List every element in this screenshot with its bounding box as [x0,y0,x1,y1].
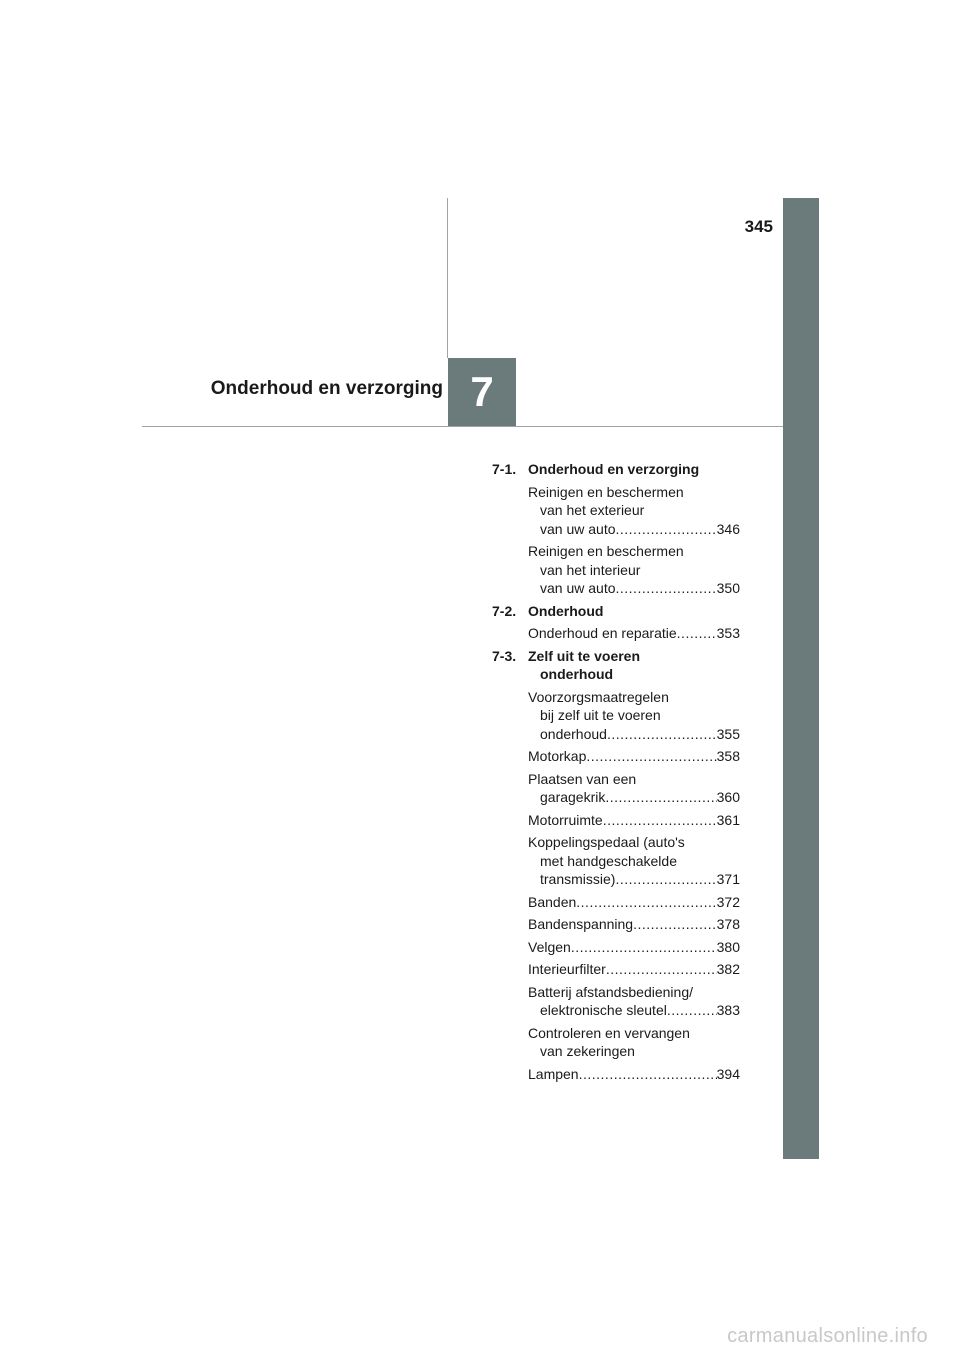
section-title [528,602,740,621]
toc-entry-text: Onderhoud en reparatie [528,625,677,641]
section-heading [492,602,740,621]
dot-leader [616,579,717,598]
section-heading [492,460,740,479]
chapter-title: Onderhoud en verzorging [210,378,443,399]
toc-entry[interactable] [528,1065,740,1084]
table-of-contents [492,460,740,1087]
dot-leader [606,960,717,979]
toc-entry-text: Reinigen en beschermen [528,483,684,500]
section-title-line: Zelf uit te voeren [528,647,641,664]
dot-leader [579,1065,717,1084]
section-number: 7-2. [492,602,517,619]
toc-entry-last-line [528,1001,740,1020]
toc-entry-text: garagekrik [540,789,606,805]
dot-leader [607,725,717,744]
toc-entry-text: van uw auto [540,580,616,596]
chapter-side-tab [783,198,819,1159]
toc-section [492,602,740,643]
toc-entry-last-line [528,915,740,934]
toc-entry-last-line [528,788,740,807]
section-title-line: Onderhoud en verzorging [528,461,700,477]
dot-leader [571,938,717,957]
toc-entry-text: onderhoud [540,725,607,742]
toc-entry[interactable] [528,811,740,830]
toc-entry-last-line [528,870,740,889]
toc-entry-text: Interieurfilter [528,961,606,977]
section-heading [492,647,740,684]
page-number: 345 [744,217,773,236]
toc-entry[interactable] [528,542,740,598]
toc-entry-text: Plaatsen van een [528,770,637,787]
toc-entry[interactable] [528,1024,740,1061]
toc-entry-page: 378 [716,916,740,932]
toc-entry-last-line [528,811,740,830]
dot-leader [677,624,717,643]
toc-entry-text: Batterij afstandsbediening/ [528,983,693,1000]
toc-entry-text: van uw auto [540,520,616,537]
dot-leader [603,811,717,830]
toc-entry-page: 382 [716,961,740,977]
toc-entry-text: Bandenspanning [528,916,634,932]
toc-entry[interactable] [528,688,740,744]
toc-entry-text: Lampen [528,1065,579,1082]
section-title-line: Onderhoud [528,602,604,619]
toc-entries [528,624,740,643]
toc-entry-page: 383 [716,1002,740,1018]
toc-entry-page: 371 [716,871,740,887]
section-number: 7-1. [492,461,517,477]
toc-entry-page: 394 [716,1065,740,1082]
toc-entry-page: 361 [716,811,740,828]
toc-entry-page: 355 [716,725,740,742]
toc-entry[interactable] [528,624,740,643]
toc-entry-last-line [528,579,740,598]
dot-leader [586,747,716,766]
toc-entry-text: Koppelingspedaal (auto's [528,834,685,850]
toc-entry-last-line [528,1065,740,1084]
section-title [528,460,740,479]
toc-entry-text: Motorruimte [528,811,603,828]
toc-entries [528,688,740,1084]
watermark: carmanualsonline.info [727,1325,928,1347]
toc-entry-page: 350 [716,580,740,596]
toc-entry-page: 380 [716,938,740,955]
toc-entry-page: 346 [716,520,740,537]
toc-entry-last-line [528,624,740,643]
toc-entry-text: Banden [528,893,577,910]
toc-entry[interactable] [528,747,740,766]
toc-entry-text: van zekeringen [540,1043,635,1059]
toc-entry-last-line [528,938,740,957]
toc-entry[interactable] [528,938,740,957]
toc-entry-text: transmissie) [540,871,616,887]
toc-entry-text: Velgen [528,938,571,955]
toc-entry-text: Voorzorgsmaatregelen [528,688,669,705]
toc-entry-text: Motorkap [528,748,587,764]
toc-entry-text: met handgeschakelde [540,852,677,869]
toc-entry[interactable] [528,893,740,912]
toc-entry[interactable] [528,483,740,539]
section-title [528,647,740,684]
dot-leader [616,520,717,539]
dot-leader [667,1001,717,1020]
toc-entry-text: elektronische sleutel [540,1002,667,1018]
toc-entry-text: Controleren en vervangen [528,1024,690,1041]
vertical-rule [447,198,448,358]
toc-entry[interactable] [528,983,740,1020]
toc-entry[interactable] [528,960,740,979]
toc-entry-text: van het interieur [540,561,641,578]
toc-entries [528,483,740,598]
toc-entry[interactable] [528,833,740,889]
toc-entry-text: van het exterieur [540,502,645,518]
toc-entry-last-line [528,520,740,539]
chapter-number: 7 [470,368,494,415]
toc-entry-page: 353 [716,625,740,641]
chapter-number-box [448,358,516,426]
section-title-line: onderhoud [540,666,614,682]
toc-section [492,460,740,598]
dot-leader [605,788,716,807]
toc-entry[interactable] [528,915,740,934]
dot-leader [633,915,717,934]
section-number: 7-3. [492,647,517,664]
toc-entry-page: 358 [716,748,740,764]
toc-entry-page: 372 [716,893,740,910]
horizontal-rule [142,426,783,427]
dot-leader [576,893,716,912]
dot-leader [615,870,716,889]
toc-entry-last-line [528,960,740,979]
toc-entry-text: bij zelf uit te voeren [540,707,661,723]
toc-section [492,647,740,1084]
toc-entry[interactable] [528,770,740,807]
toc-entry-last-line [528,893,740,912]
toc-entry-text: Reinigen en beschermen [528,543,684,559]
toc-entry-last-line [528,725,740,744]
toc-entry-page: 360 [716,789,740,805]
toc-entry-last-line [528,747,740,766]
